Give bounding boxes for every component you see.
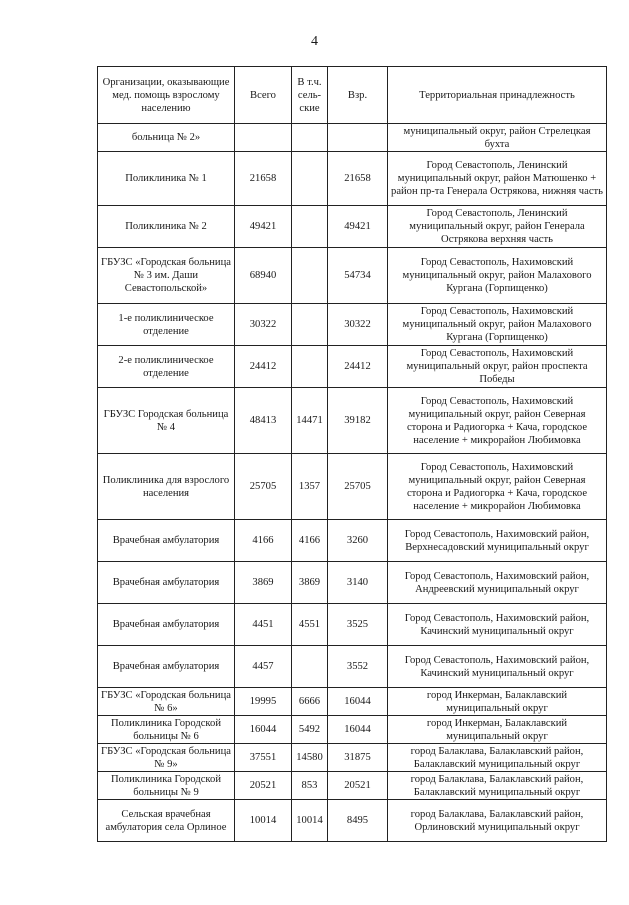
table-row bbox=[98, 388, 607, 454]
organization-cell: Врачебная амбулатория bbox=[98, 646, 235, 688]
table-row bbox=[98, 772, 607, 800]
total-cell: 4451 bbox=[235, 604, 292, 646]
organization-cell: Поликлиника Городской больницы № 9 bbox=[98, 772, 235, 800]
organization-cell: Сельская врачебная амбулатория села Орлиное bbox=[98, 800, 235, 842]
organization-cell: Врачебная амбулатория bbox=[98, 520, 235, 562]
adult-cell: 8495 bbox=[328, 800, 388, 842]
header-organizations: Организации, оказывающие мед. помощь взрослому населению bbox=[98, 67, 235, 124]
table-row bbox=[98, 346, 607, 388]
rural-cell: 5492 bbox=[292, 716, 328, 744]
rural-cell: 853 bbox=[292, 772, 328, 800]
table-row bbox=[98, 604, 607, 646]
table-row bbox=[98, 716, 607, 744]
rural-cell bbox=[292, 152, 328, 206]
organization-cell: Поликлиника Городской больницы № 6 bbox=[98, 716, 235, 744]
total-cell: 4457 bbox=[235, 646, 292, 688]
organization-cell: ГБУЗС Городская больница № 4 bbox=[98, 388, 235, 454]
territory-cell: город Балаклава, Балаклавский район, Балаклавский муниципальный округ bbox=[388, 772, 607, 800]
table-row bbox=[98, 688, 607, 716]
table-row bbox=[98, 124, 607, 152]
territory-cell: город Инкерман, Балаклавский муниципальный округ bbox=[388, 688, 607, 716]
total-cell: 20521 bbox=[235, 772, 292, 800]
adult-cell: 3525 bbox=[328, 604, 388, 646]
table-row bbox=[98, 206, 607, 248]
adult-cell: 30322 bbox=[328, 304, 388, 346]
rural-cell: 10014 bbox=[292, 800, 328, 842]
adult-cell: 20521 bbox=[328, 772, 388, 800]
territory-cell: Город Севастополь, Нахимовский район, Андреевский муниципальный округ bbox=[388, 562, 607, 604]
table-row bbox=[98, 520, 607, 562]
total-cell: 68940 bbox=[235, 248, 292, 304]
organization-cell: Врачебная амбулатория bbox=[98, 562, 235, 604]
adult-cell: 39182 bbox=[328, 388, 388, 454]
adult-cell: 25705 bbox=[328, 454, 388, 520]
organization-cell: 2-е поликлиническое отделение bbox=[98, 346, 235, 388]
total-cell: 25705 bbox=[235, 454, 292, 520]
territory-cell: муниципальный округ, район Стрелецкая бухта bbox=[388, 124, 607, 152]
organization-cell: Врачебная амбулатория bbox=[98, 604, 235, 646]
table-header-row bbox=[98, 67, 607, 124]
rural-cell: 6666 bbox=[292, 688, 328, 716]
adult-cell: 21658 bbox=[328, 152, 388, 206]
rural-cell bbox=[292, 206, 328, 248]
total-cell: 24412 bbox=[235, 346, 292, 388]
territory-cell: Город Севастополь, Ленинский муниципальный округ, район Матюшенко + район пр-та Генерала Острякова, нижняя часть bbox=[388, 152, 607, 206]
rural-cell bbox=[292, 346, 328, 388]
table-row bbox=[98, 800, 607, 842]
organization-cell: ГБУЗС «Городская больница № 3 им. Даши Севастопольской» bbox=[98, 248, 235, 304]
organization-cell: ГБУЗС «Городская больница № 6» bbox=[98, 688, 235, 716]
adult-cell: 3140 bbox=[328, 562, 388, 604]
rural-cell: 1357 bbox=[292, 454, 328, 520]
medical-organizations-table bbox=[97, 66, 607, 842]
rural-cell: 14471 bbox=[292, 388, 328, 454]
total-cell: 21658 bbox=[235, 152, 292, 206]
adult-cell bbox=[328, 124, 388, 152]
table-row bbox=[98, 152, 607, 206]
rural-cell: 3869 bbox=[292, 562, 328, 604]
total-cell bbox=[235, 124, 292, 152]
adult-cell: 16044 bbox=[328, 688, 388, 716]
table-row bbox=[98, 646, 607, 688]
rural-cell: 14580 bbox=[292, 744, 328, 772]
territory-cell: Город Севастополь, Нахимовский район, Качинский муниципальный округ bbox=[388, 646, 607, 688]
organization-cell: ГБУЗС «Городская больница № 9» bbox=[98, 744, 235, 772]
organization-cell: 1-е поликлиническое отделение bbox=[98, 304, 235, 346]
territory-cell: Город Севастополь, Нахимовский район, Верхнесадовский муниципальный округ bbox=[388, 520, 607, 562]
header-adult: Взр. bbox=[328, 67, 388, 124]
territory-cell: город Инкерман, Балаклавский муниципальный округ bbox=[388, 716, 607, 744]
territory-cell: Город Севастополь, Нахимовский муниципальный округ, район Северная сторона и Радиогорка + Кача, городское население + микрорайон Любимовка bbox=[388, 454, 607, 520]
total-cell: 4166 bbox=[235, 520, 292, 562]
total-cell: 30322 bbox=[235, 304, 292, 346]
header-total: Всего bbox=[235, 67, 292, 124]
rural-cell bbox=[292, 124, 328, 152]
organization-cell: Поликлиника № 2 bbox=[98, 206, 235, 248]
total-cell: 37551 bbox=[235, 744, 292, 772]
territory-cell: Город Севастополь, Нахимовский муниципальный округ, район Малахового Кургана (Горпищенко) bbox=[388, 248, 607, 304]
organization-cell: Поликлиника № 1 bbox=[98, 152, 235, 206]
header-rural: В т.ч. сель-ские bbox=[292, 67, 328, 124]
adult-cell: 3260 bbox=[328, 520, 388, 562]
adult-cell: 24412 bbox=[328, 346, 388, 388]
total-cell: 48413 bbox=[235, 388, 292, 454]
territory-cell: Город Севастополь, Нахимовский муниципальный округ, район проспекта Победы bbox=[388, 346, 607, 388]
table-body bbox=[98, 124, 607, 842]
organization-cell: больница № 2» bbox=[98, 124, 235, 152]
table-row bbox=[98, 454, 607, 520]
rural-cell: 4166 bbox=[292, 520, 328, 562]
rural-cell bbox=[292, 304, 328, 346]
rural-cell bbox=[292, 646, 328, 688]
adult-cell: 16044 bbox=[328, 716, 388, 744]
table-row bbox=[98, 248, 607, 304]
page-number: 4 bbox=[311, 34, 318, 49]
total-cell: 10014 bbox=[235, 800, 292, 842]
adult-cell: 3552 bbox=[328, 646, 388, 688]
adult-cell: 49421 bbox=[328, 206, 388, 248]
territory-cell: Город Севастополь, Нахимовский муниципальный округ, район Северная сторона и Радиогорка + Кача, городское население + микрорайон Любимовка bbox=[388, 388, 607, 454]
territory-cell: Город Севастополь, Ленинский муниципальный округ, район Генерала Острякова верхняя часть bbox=[388, 206, 607, 248]
total-cell: 16044 bbox=[235, 716, 292, 744]
rural-cell: 4551 bbox=[292, 604, 328, 646]
territory-cell: Город Севастополь, Нахимовский муниципальный округ, район Малахового Кургана (Горпищенко) bbox=[388, 304, 607, 346]
territory-cell: Город Севастополь, Нахимовский район, Качинский муниципальный округ bbox=[388, 604, 607, 646]
total-cell: 49421 bbox=[235, 206, 292, 248]
header-territory: Территориальная принадлежность bbox=[388, 67, 607, 124]
table-row bbox=[98, 562, 607, 604]
table-row bbox=[98, 744, 607, 772]
adult-cell: 31875 bbox=[328, 744, 388, 772]
territory-cell: город Балаклава, Балаклавский район, Орлиновский муниципальный округ bbox=[388, 800, 607, 842]
rural-cell bbox=[292, 248, 328, 304]
organization-cell: Поликлиника для взрослого населения bbox=[98, 454, 235, 520]
territory-cell: город Балаклава, Балаклавский район, Балаклавский муниципальный округ bbox=[388, 744, 607, 772]
total-cell: 3869 bbox=[235, 562, 292, 604]
adult-cell: 54734 bbox=[328, 248, 388, 304]
total-cell: 19995 bbox=[235, 688, 292, 716]
table-row bbox=[98, 304, 607, 346]
